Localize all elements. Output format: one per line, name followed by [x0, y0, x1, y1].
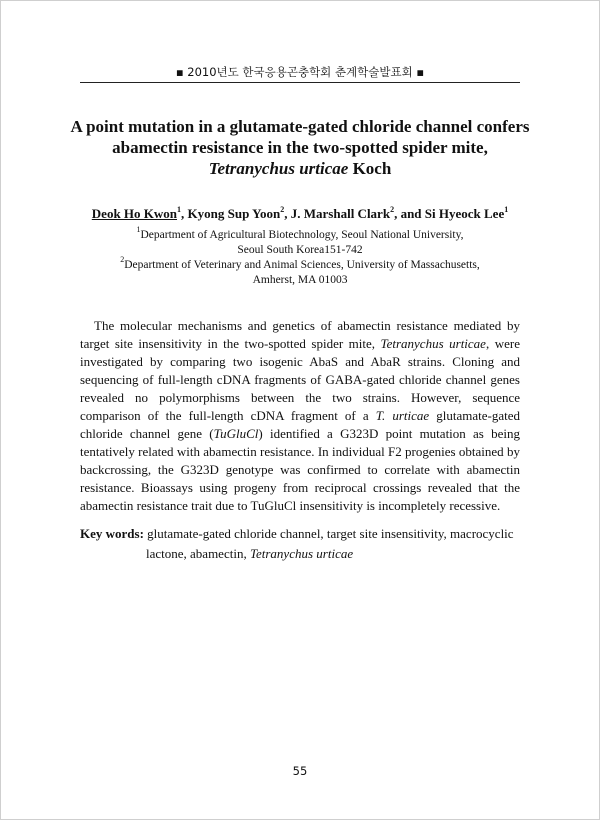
affiliations: [60, 225, 540, 288]
author-list: [40, 206, 560, 222]
affil-mark: 1: [136, 225, 141, 235]
paper-title: [60, 116, 540, 179]
conference-header: ▪ 2010년도 한국응용곤충학회 춘계학술발표회 ▪: [175, 65, 425, 79]
abstract-text: ) identified a G323D point mutation as being tentatively related with abamectin resistance. In individual F2 progenies obtained by backcrossing, the G323D genotype was confirmed to correlate with abamectin resistance. Bioassays using progeny from reciprocal crossings revealed that the abamectin resistance trait due to TuGluCl insensitivity is incompletely recessive.: [80, 426, 520, 513]
affiliation-line: Department of Agricultural Biotechnology, Seoul National University,: [140, 229, 464, 241]
abstract-species: Tetranychus urticae: [380, 336, 486, 351]
affiliation-2: [60, 255, 540, 273]
author-affil-mark: 2: [390, 204, 395, 214]
title-line-3: [60, 158, 540, 179]
keywords-row-1: [80, 524, 520, 544]
title-authority: Koch: [348, 159, 392, 178]
affiliation-1-address: Seoul South Korea151-742: [237, 244, 363, 256]
abstract-text: glutamate-gated chloride channel gene (: [80, 408, 520, 441]
page-number: 55: [292, 764, 308, 778]
abstract: [80, 317, 520, 515]
abstract-text: The molecular mechanisms and genetics of abamectin resistance mediated by target site insensitivity in the two-spotted spider mite,: [80, 318, 520, 351]
author-name: Deok Ho Kwon: [91, 206, 178, 221]
keywords-row-2: [80, 544, 520, 564]
affiliation-2-address: Amherst, MA 01003: [252, 274, 348, 286]
author-separator: ,: [181, 206, 188, 221]
author-separator: , and: [394, 206, 425, 221]
keywords-text: lactone, abamectin,: [146, 546, 250, 561]
author-name: Si Hyeock Lee: [424, 206, 505, 221]
abstract-text: , were investigated by comparing two isogenic AbaS and AbaR strains. Cloning and sequencing of full-length cDNA fragments of GABA-gated chloride channel genes revealed no polymorphisms between the two strains. However, sequence comparison of the full-length cDNA fragment of a: [80, 336, 520, 423]
author-affil-mark: 1: [177, 204, 182, 214]
author-separator: ,: [284, 206, 291, 221]
keywords-species: Tetranychus urticae: [249, 546, 354, 561]
author-affil-mark: 1: [504, 204, 509, 214]
keywords: [80, 524, 520, 564]
author-name: Kyong Sup Yoon: [187, 206, 281, 221]
title-line-1: A point mutation in a glutamate-gated chloride channel confers: [70, 117, 530, 136]
keywords-text: glutamate-gated chloride channel, target site insensitivity, macrocyclic: [143, 526, 514, 541]
header-rule: [80, 82, 520, 83]
author-affil-mark: 2: [280, 204, 285, 214]
abstract-paragraph: [80, 317, 520, 515]
abstract-gene: TuGluCl: [213, 426, 259, 441]
author-name: J. Marshall Clark: [290, 206, 391, 221]
abstract-species: T. urticae: [375, 408, 430, 423]
keywords-label: Key words:: [80, 526, 144, 541]
title-species: Tetranychus urticae: [208, 159, 349, 178]
affiliation-line: Department of Veterinary and Animal Sciences, University of Massachusetts,: [124, 259, 480, 271]
affiliation-1: [60, 225, 540, 243]
title-line-2: abamectin resistance in the two-spotted spider mite,: [112, 138, 488, 157]
affil-mark: 2: [120, 255, 125, 265]
